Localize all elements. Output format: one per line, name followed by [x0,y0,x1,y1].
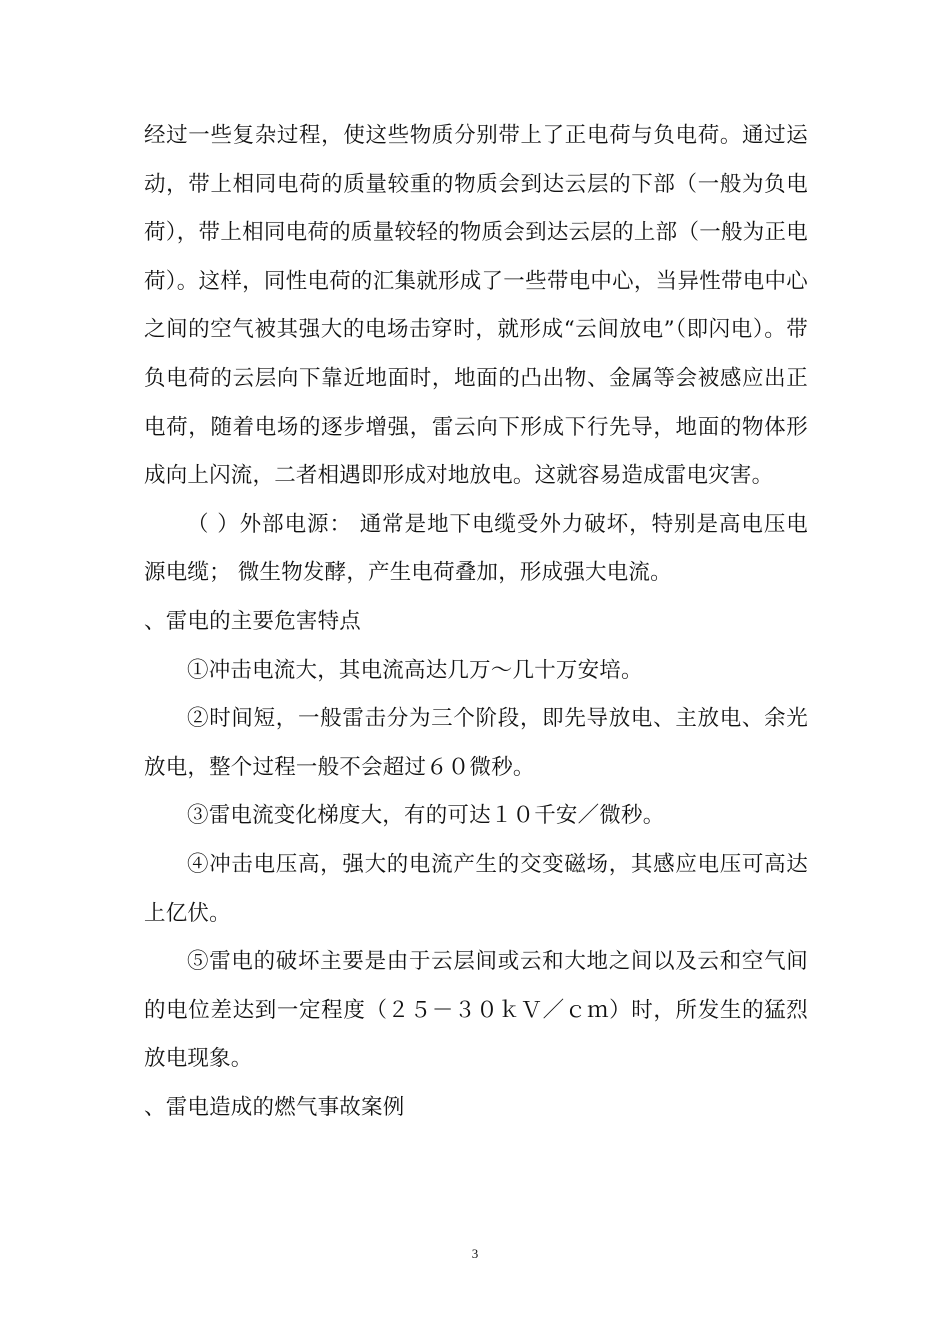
paragraph-lightning-formation: 经过一些复杂过程，使这些物质分别带上了正电荷与负电荷。通过运动，带上相同电荷的质量较重的物质会到达云层的下部（一般为负电荷），带上相同电荷的质量较轻的物质会到达云层的上部（一般为正电荷）。这样，同性电荷的汇集就形成了一些带电中心，当异性带电中心之间的空气被其强大的电场击穿时，就形成“云间放电”（即闪电）。带负电荷的云层向下靠近地面时，地面的凸出物、金属等会被感应出正电荷，随着电场的逐步增强，雷云向下形成下行先导，地面的物体形成向上闪流，二者相遇即形成对地放电。这就容易造成雷电灾害。 [144,123,808,489]
page-body [144,112,808,1132]
page-number: 3 [471,1246,479,1261]
paragraph-external-power: （ ）外部电源： 通常是地下电缆受外力破坏，特别是高电压电源电缆； 微生物发酵，产生电荷叠加，形成强大电流。 [144,511,808,586]
section-heading-gas-accident-cases: 、雷电造成的燃气事故案例 [144,1094,405,1120]
list-item-destruction-cause: ⑤雷电的破坏主要是由于云层间或云和大地之间以及云和空气间的电位差达到一定程度（２５－３０ｋＶ／ｃｍ）时，所发生的猛烈放电现象。 [144,949,808,1072]
list-item-current-gradient: ③雷电流变化梯度大，有的可达１０千安／微秒。 [187,803,665,829]
list-item-impulse-voltage: ④冲击电压高，强大的电流产生的交变磁场，其感应电压可高达上亿伏。 [144,851,808,926]
section-heading-hazard-features: 、雷电的主要危害特点 [144,608,362,634]
list-item-short-duration: ②时间短，一般雷击分为三个阶段，即先导放电、主放电、余光放电，整个过程一般不会超过６０微秒。 [144,706,808,780]
list-item-impulse-current: ①冲击电流大，其电流高达几万～几十万安培。 [187,657,643,683]
